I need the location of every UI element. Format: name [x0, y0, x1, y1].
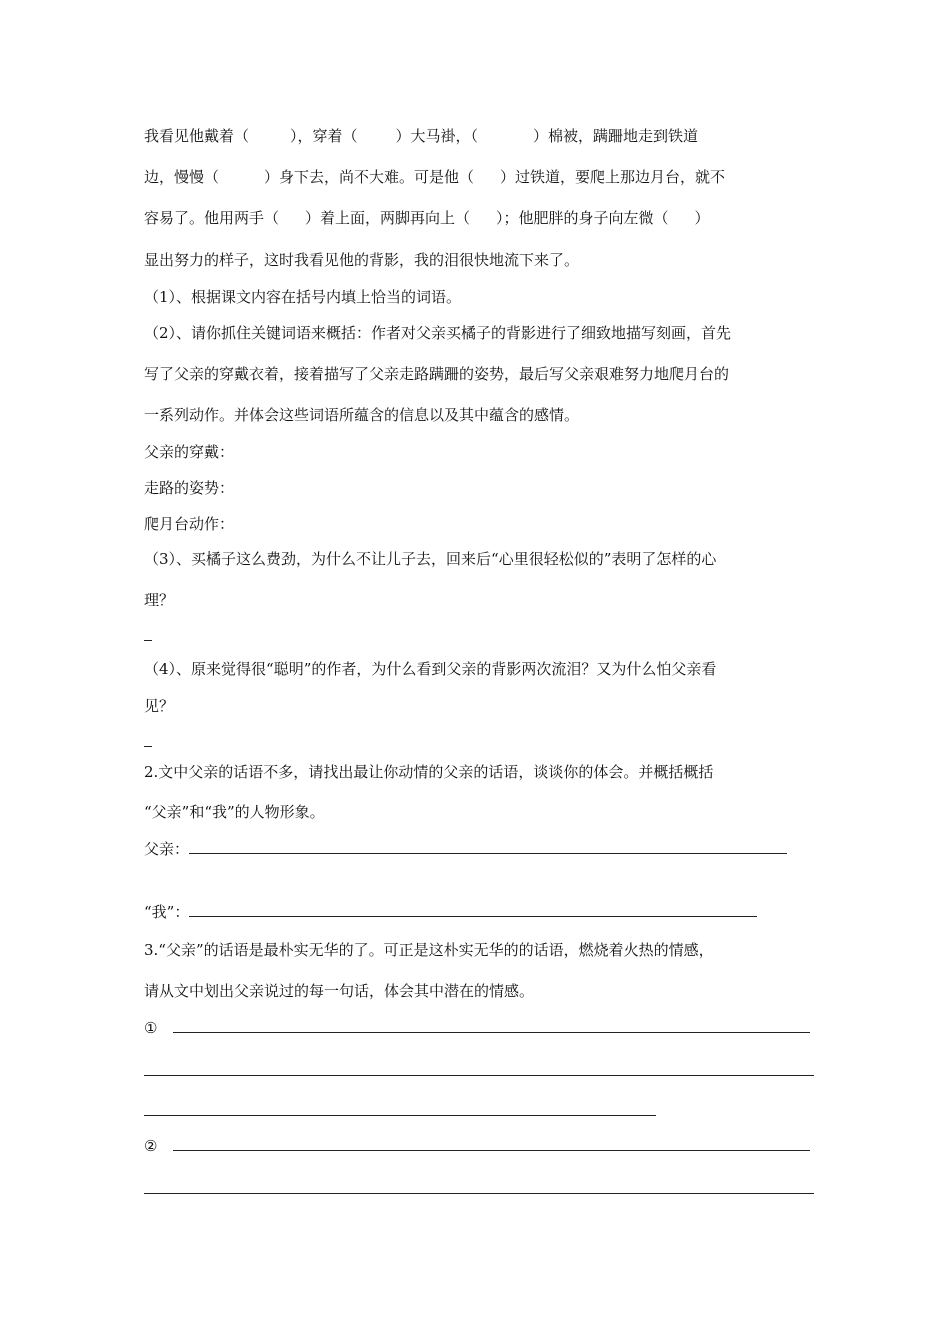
- circled-number-2: ②: [144, 1137, 158, 1155]
- text: ）: [694, 209, 710, 227]
- q1-sub2-line1: （2）、请你抓住关键词语来概括：作者对父亲买橘子的背影进行了细致地描写刻画，首先: [144, 324, 732, 342]
- q1-sub4-line1: （4）、原来觉得很“聪明”的作者，为什么看到父亲的背影两次流泪？又为什么怕父亲看: [144, 660, 717, 678]
- q1-sub3-line1: （3）、买橘子这么费劲，为什么不让儿子去，回来后“心里很轻松似的”表明了怎样的心: [144, 550, 717, 568]
- answer-underline: [189, 902, 757, 917]
- passage-line-1: [144, 126, 698, 146]
- answer-1-line: [144, 1018, 810, 1038]
- label-walk-posture: 走路的姿势：: [144, 479, 235, 497]
- answer-rule: [144, 1115, 656, 1116]
- circled-number-1: ①: [144, 1019, 158, 1037]
- me-answer-line: [144, 902, 757, 922]
- text: ）大马褂，（: [395, 127, 479, 145]
- answer-underline: [173, 1018, 810, 1033]
- q1-sub2-line3: 一系列动作。并体会这些词语所蕴含的信息以及其中蕴含的感情。: [144, 406, 580, 424]
- text: ），穿着（: [290, 127, 358, 145]
- q1-sub3-line2: 理？: [144, 591, 175, 609]
- text: 边，慢慢（: [144, 168, 220, 186]
- answer-underline: [189, 839, 787, 854]
- text: ）；他肥胖的身子向左微（: [496, 209, 669, 227]
- me-label: “我”：: [144, 903, 190, 921]
- q1-sub4-line2: 见？: [144, 697, 175, 715]
- label-father-dress: 父亲的穿戴：: [144, 443, 235, 461]
- q3-line2: 请从文中划出父亲说过的每一句话，体会其中潜在的情感。: [144, 982, 535, 1000]
- label-climb-action: 爬月台动作：: [144, 515, 235, 533]
- answer-underline: [173, 1136, 810, 1151]
- text: ）棉被，蹒跚地走到铁道: [533, 127, 699, 145]
- passage-line-2: [144, 167, 725, 187]
- father-answer-line: [144, 839, 787, 859]
- answer-2-line: [144, 1136, 810, 1156]
- father-label: 父亲：: [144, 840, 190, 858]
- answer-rule: [144, 1193, 814, 1194]
- passage-line-3: [144, 208, 710, 228]
- q3-line1: 3.“父亲”的话语是最朴实无华的了。可正是这朴实无华的的话语，燃烧着火热的情感，: [144, 941, 714, 959]
- q2-line1: 2.文中父亲的话语不多，请找出最让你动情的父亲的话语，谈谈你的体会。并概括概括: [144, 763, 714, 781]
- passage-line-4: 显出努力的样子，这时我看见他的背影，我的泪很快地流下来了。: [144, 251, 580, 269]
- q1-sub1: （1）、根据课文内容在括号内填上恰当的词语。: [144, 288, 462, 306]
- text: 容易了。他用两手（: [144, 209, 280, 227]
- answer-rule: [144, 1075, 814, 1076]
- q2-line2: “父亲”和“我”的人物形象。: [144, 803, 325, 821]
- text: ）着上面，两脚再向上（: [305, 209, 471, 227]
- answer-mark: [144, 640, 152, 641]
- text: ）身下去，尚不大难。可是他（: [264, 168, 475, 186]
- answer-mark: [144, 746, 152, 747]
- text: ）过铁道，要爬上那边月台，就不: [500, 168, 726, 186]
- q1-sub2-line2: 写了父亲的穿戴衣着，接着描写了父亲走路蹒跚的姿势，最后写父亲艰难努力地爬月台的: [144, 365, 730, 383]
- text: 我看见他戴着（: [144, 127, 250, 145]
